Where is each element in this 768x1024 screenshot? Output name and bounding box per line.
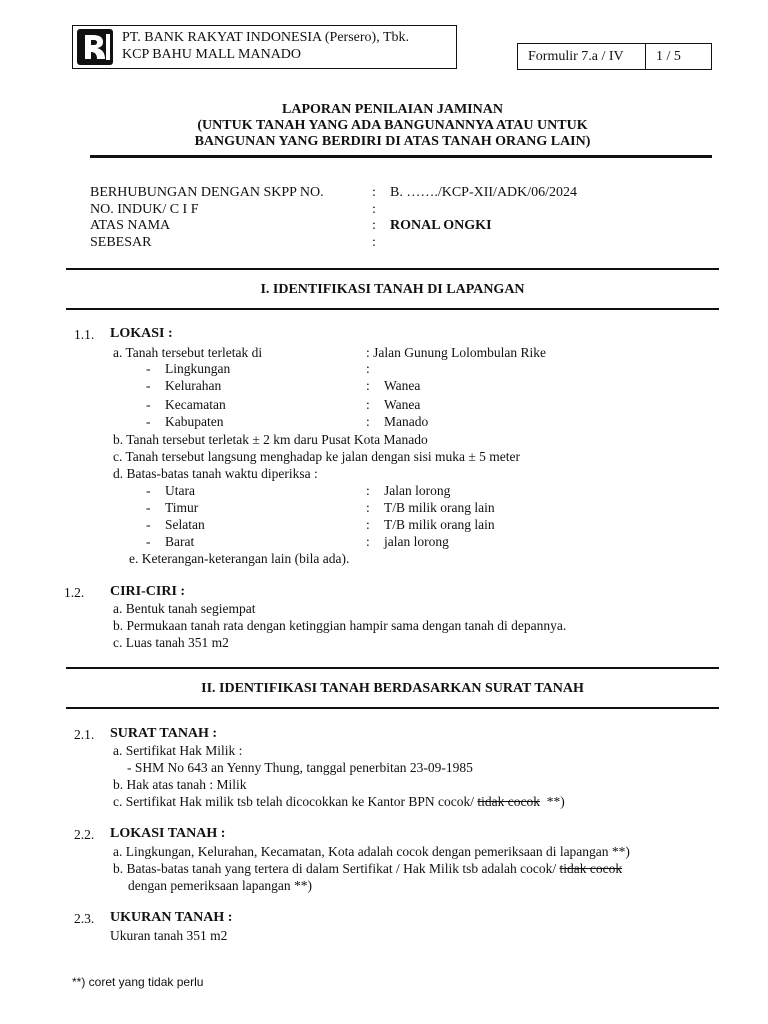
info-value-atas-nama: RONAL ONGKI (390, 218, 492, 233)
lokasi-d: d. Batas-batas tanah waktu diperiksa : (113, 466, 318, 481)
info-label-sebesar: SEBESAR (90, 235, 152, 250)
ukuran-number: 2.3. (74, 911, 95, 926)
title-divider (90, 155, 712, 158)
surat-heading: SURAT TANAH : (110, 726, 218, 741)
info-colon: : (372, 218, 376, 233)
selatan-value: T/B milik orang lain (384, 517, 495, 532)
title-line-3: BANGUNAN YANG BERDIRI DI ATAS TANAH ORANG LAIN) (194, 134, 591, 149)
section-2-title: II. IDENTIFIKASI TANAH BERDASARKAN SURAT TANAH (201, 681, 584, 696)
section-2-bottom-rule (66, 707, 719, 709)
barat-value: jalan lorong (384, 534, 449, 549)
list-colon: : (366, 500, 370, 515)
info-colon: : (372, 235, 376, 250)
surat-a: a. Sertifikat Hak Milik : (113, 743, 243, 758)
info-colon: : (372, 185, 376, 200)
lokasi-tanah-heading: LOKASI TANAH : (110, 826, 226, 841)
lokasi-tanah-number: 2.2. (74, 827, 95, 842)
list-colon: : (366, 414, 370, 429)
list-dash: - (146, 397, 151, 412)
bank-name: PT. BANK RAKYAT INDONESIA (Persero), Tbk. (122, 30, 409, 45)
lokasi-number: 1.1. (74, 327, 95, 342)
lokasi-a-value: : Jalan Gunung Lolombulan Rike (366, 345, 546, 360)
section-1-title: I. IDENTIFIKASI TANAH DI LAPANGAN (260, 282, 525, 297)
lokasi-tanah-b-strikethrough: tidak cocok (559, 861, 623, 876)
selatan-label: Selatan (165, 517, 205, 532)
surat-c (113, 794, 565, 810)
list-colon: : (366, 483, 370, 498)
info-label-atas-nama: ATAS NAMA (90, 218, 171, 233)
list-dash: - (146, 414, 151, 429)
section-1-top-rule (66, 268, 719, 270)
kecamatan-value: Wanea (384, 397, 421, 412)
form-id-divider (645, 43, 646, 70)
utara-value: Jalan lorong (384, 483, 451, 498)
list-colon: : (366, 397, 370, 412)
info-value-skpp: B. ……./KCP-XII/ADK/06/2024 (390, 185, 578, 200)
kelurahan-label: Kelurahan (165, 378, 222, 393)
surat-a-detail: - SHM No 643 an Yenny Thung, tanggal penerbitan 23-09-1985 (127, 760, 473, 775)
lokasi-e: e. Keterangan-keterangan lain (bila ada). (129, 551, 350, 566)
surat-c-marker: **) (540, 794, 565, 809)
lokasi-b: b. Tanah tersebut terletak ± 2 km daru Pusat Kota Manado (113, 432, 428, 447)
list-colon: : (366, 517, 370, 532)
lokasi-heading: LOKASI : (110, 326, 173, 341)
timur-label: Timur (165, 500, 199, 515)
utara-label: Utara (165, 483, 195, 498)
barat-label: Barat (165, 534, 195, 549)
list-dash: - (146, 378, 151, 393)
list-dash: - (146, 361, 151, 376)
lokasi-a-label: a. Tanah tersebut terletak di (113, 345, 263, 360)
ciri-heading: CIRI-CIRI : (110, 584, 186, 599)
ukuran-text: Ukuran tanah 351 m2 (110, 928, 228, 943)
section-1-bottom-rule (66, 308, 719, 310)
surat-b: b. Hak atas tanah : Milik (113, 777, 247, 792)
title-line-1: LAPORAN PENILAIAN JAMINAN (282, 102, 503, 117)
list-colon: : (366, 361, 370, 376)
ciri-item-b: b. Permukaan tanah rata dengan ketinggian hampir sama dengan tanah di depannya. (113, 618, 567, 633)
lokasi-c: c. Tanah tersebut langsung menghadap ke jalan dengan sisi muka ± 5 meter (113, 449, 520, 464)
kecamatan-label: Kecamatan (165, 397, 226, 412)
surat-c-strikethrough: tidak cocok (477, 794, 541, 809)
list-dash: - (146, 534, 151, 549)
info-label-cif: NO. INDUK/ C I F (90, 202, 199, 217)
section-2-top-rule (66, 667, 719, 669)
list-colon: : (366, 378, 370, 393)
footnote: **) coret yang tidak perlu (72, 975, 204, 989)
lokasi-tanah-b-cont: dengan pemeriksaan lapangan **) (128, 878, 313, 893)
surat-c-text: c. Sertifikat Hak milik tsb telah dicocokkan ke Kantor BPN cocok/ (113, 794, 478, 809)
lokasi-tanah-b-text: b. Batas-batas tanah yang tertera di dalam Sertifikat / Hak Milik tsb adalah cocok/ (113, 861, 560, 876)
lingkungan-label: Lingkungan (165, 361, 231, 376)
page-number: 1 / 5 (656, 49, 681, 64)
lokasi-tanah-b (113, 861, 622, 877)
timur-value: T/B milik orang lain (384, 500, 495, 515)
ciri-number: 1.2. (64, 585, 85, 600)
surat-number: 2.1. (74, 727, 95, 742)
list-colon: : (366, 534, 370, 549)
kabupaten-label: Kabupaten (165, 414, 224, 429)
bri-logo-icon (76, 28, 114, 66)
kabupaten-value: Manado (384, 414, 429, 429)
list-dash: - (146, 483, 151, 498)
ukuran-heading: UKURAN TANAH : (110, 910, 233, 925)
info-colon: : (372, 202, 376, 217)
list-dash: - (146, 500, 151, 515)
list-dash: - (146, 517, 151, 532)
title-line-2: (UNTUK TANAH YANG ADA BANGUNANNYA ATAU UNTUK (197, 118, 588, 133)
branch-name: KCP BAHU MALL MANADO (122, 47, 302, 62)
info-label-skpp: BERHUBUNGAN DENGAN SKPP NO. (90, 185, 324, 200)
ciri-item-c: c. Luas tanah 351 m2 (113, 635, 229, 650)
ciri-item-a: a. Bentuk tanah segiempat (113, 601, 256, 616)
kelurahan-value: Wanea (384, 378, 421, 393)
lokasi-tanah-a: a. Lingkungan, Kelurahan, Kecamatan, Kota adalah cocok dengan pemeriksaan di lapangan **) (113, 844, 630, 859)
form-label: Formulir 7.a / IV (528, 49, 624, 64)
